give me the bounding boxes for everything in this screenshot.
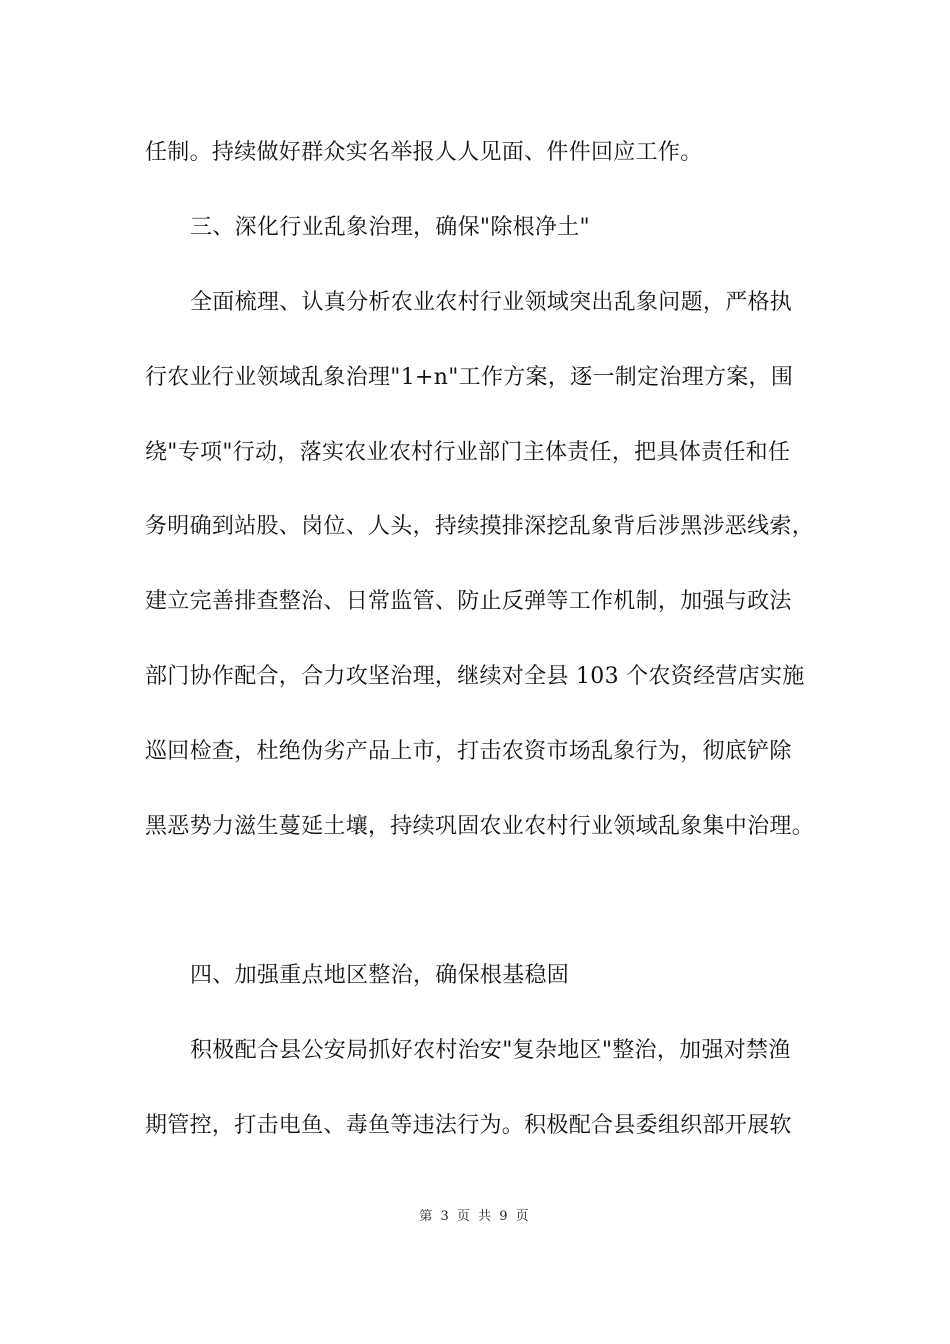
body-text-line: 黑恶势力滋生蔓延土壤，持续巩固农业农村行业领域乱象集中治理。 — [145, 814, 815, 839]
section-heading: 三、深化行业乱象治理，确保"除根净土" — [190, 215, 590, 240]
body-text-line: 积极配合县公安局抓好农村治安"复杂地区"整治，加强对禁渔 — [190, 1038, 791, 1063]
body-text-line: 巡回检查，杜绝伪劣产品上市，打击农资市场乱象行为，彻底铲除 — [145, 739, 792, 764]
body-text-line: 绕"专项"行动，落实农业农村行业部门主体责任，把具体责任和任 — [145, 440, 791, 465]
section-heading: 四、加强重点地区整治，确保根基稳固 — [190, 963, 570, 988]
body-text-line: 全面梳理、认真分析农业农村行业领域突出乱象问题，严格执 — [190, 290, 793, 315]
body-text-line: 部门协作配合，合力攻坚治理，继续对全县 103 个农资经营店实施 — [145, 664, 805, 689]
body-text-line: 务明确到站股、岗位、人头，持续摸排深挖乱象背后涉黑涉恶线索， — [145, 514, 815, 539]
body-text-line: 期管控，打击电鱼、毒鱼等违法行为。积极配合县委组织部开展软 — [145, 1113, 792, 1138]
body-text-line: 建立完善排查整治、日常监管、防止反弹等工作机制，加强与政法 — [145, 589, 792, 614]
page-number-footer: 第 3 页 共 9 页 — [419, 1209, 531, 1224]
body-text-line: 行农业行业领域乱象治理"1+n"工作方案，逐一制定治理方案，围 — [145, 365, 794, 390]
body-text-line: 任制。持续做好群众实名举报人人见面、件件回应工作。 — [145, 140, 703, 165]
